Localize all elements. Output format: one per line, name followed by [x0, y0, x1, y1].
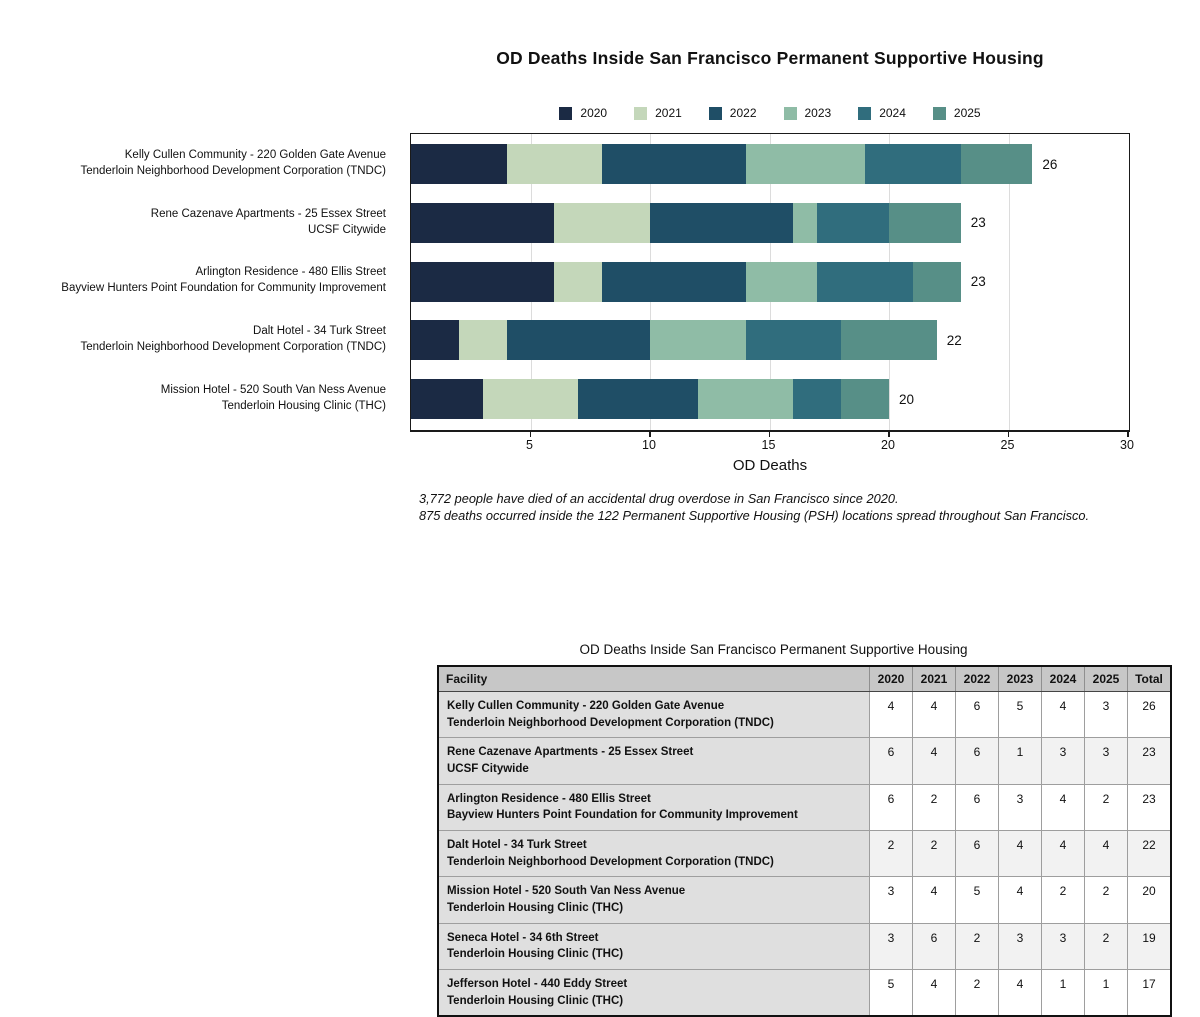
value-cell: 4: [913, 692, 956, 738]
facility-cell: [438, 784, 870, 830]
value-cell: 2: [913, 831, 956, 877]
value-cell: 2: [1085, 784, 1128, 830]
table-body: [438, 692, 1171, 1017]
value-cell: 1: [1042, 970, 1085, 1017]
value-cell: 6: [870, 738, 913, 784]
x-tick-label: 10: [642, 438, 656, 452]
x-tick-label: 20: [881, 438, 895, 452]
legend-label: 2021: [655, 106, 682, 120]
legend-swatch-icon: [858, 107, 871, 120]
bar-segment-2024: [865, 144, 961, 184]
stacked-bar: [411, 144, 1032, 184]
facility-cell: [438, 738, 870, 784]
value-cell: 2: [956, 970, 999, 1017]
bar-segment-2025: [913, 262, 961, 302]
value-cell: 2: [956, 923, 999, 969]
value-cell: 4: [1042, 692, 1085, 738]
legend-swatch-icon: [784, 107, 797, 120]
bar-segment-2024: [817, 203, 889, 243]
table-row: [438, 877, 1171, 923]
legend-item-2024: [858, 106, 906, 120]
value-cell: 4: [913, 970, 956, 1017]
facility-cell-line: Bayview Hunters Point Foundation for Community Improvement: [447, 809, 798, 822]
bar-row: [411, 252, 1129, 312]
bar-segment-2022: [602, 144, 745, 184]
table-title: OD Deaths Inside San Francisco Permanent Supportive Housing: [579, 642, 968, 657]
value-cell: 2: [913, 784, 956, 830]
table-header-cell: 2024: [1042, 666, 1085, 692]
value-cell: 3: [870, 877, 913, 923]
table-header-row: [438, 666, 1171, 692]
table-header: [438, 666, 1171, 692]
value-cell: 3: [1042, 923, 1085, 969]
chart-legend: [410, 106, 1130, 120]
stacked-bar: [411, 203, 961, 243]
y-axis-label-line: Mission Hotel - 520 South Van Ness Avenue: [160, 383, 386, 396]
bar-segment-2022: [578, 379, 698, 419]
x-tick-mark: [888, 432, 890, 437]
value-cell: 2: [1042, 877, 1085, 923]
facility-cell-line: Arlington Residence - 480 Ellis Street: [447, 792, 651, 805]
value-cell: 4: [870, 692, 913, 738]
x-axis-title: OD Deaths: [732, 457, 808, 474]
x-tick-label: 5: [526, 438, 533, 452]
legend-item-2023: [784, 106, 832, 120]
stacked-bar: [411, 379, 889, 419]
value-cell: 6: [870, 784, 913, 830]
facility-cell-line: Tenderloin Neighborhood Development Corporation (TNDC): [447, 855, 774, 868]
stacked-bar: [411, 262, 961, 302]
facility-cell-line: Seneca Hotel - 34 6th Street: [447, 931, 599, 944]
value-cell: 5: [870, 970, 913, 1017]
x-tick-label: 25: [1000, 438, 1015, 452]
x-tick-mark: [530, 432, 532, 437]
x-axis-ticks: [410, 432, 1134, 454]
value-cell: 6: [956, 784, 999, 830]
facility-cell-line: Tenderloin Housing Clinic (THC): [447, 902, 624, 915]
x-tick-label: 15: [761, 438, 776, 452]
value-cell: 5: [999, 692, 1042, 738]
x-tick-mark: [649, 432, 651, 437]
value-cell: 23: [1128, 784, 1172, 830]
y-axis-label: [0, 368, 398, 428]
facility-cell: [438, 692, 870, 738]
table-header-cell: 2023: [999, 666, 1042, 692]
value-cell: 2: [870, 831, 913, 877]
bar-segment-2024: [746, 320, 842, 360]
bar-segment-2022: [650, 203, 793, 243]
legend-swatch-icon: [559, 107, 572, 120]
y-axis-label-line: Tenderloin Neighborhood Development Corporation (TNDC): [80, 164, 386, 177]
bar-segment-2024: [793, 379, 841, 419]
y-axis-label: [0, 192, 398, 252]
legend-item-2022: [709, 106, 757, 120]
table-header-cell: 2022: [956, 666, 999, 692]
value-cell: 23: [1128, 738, 1172, 784]
value-cell: 6: [956, 692, 999, 738]
bar-segment-2020: [411, 320, 459, 360]
plot-area: [410, 133, 1130, 432]
facility-cell-line: Jefferson Hotel - 440 Eddy Street: [447, 978, 628, 991]
value-cell: 3: [1085, 692, 1128, 738]
bar-row: [411, 369, 1129, 429]
bar-segment-2024: [817, 262, 913, 302]
y-axis-labels: [0, 133, 398, 432]
bar-segment-2023: [746, 144, 866, 184]
y-axis-label-line: Dalt Hotel - 34 Turk Street: [253, 325, 386, 338]
legend-swatch-icon: [933, 107, 946, 120]
value-cell: 5: [956, 877, 999, 923]
y-axis-label: [0, 309, 398, 369]
bar-segment-2020: [411, 379, 483, 419]
facility-cell: [438, 831, 870, 877]
bar-row: [411, 134, 1129, 194]
value-cell: 20: [1128, 877, 1172, 923]
value-cell: 3: [999, 923, 1042, 969]
facility-cell: [438, 923, 870, 969]
value-cell: 4: [1042, 831, 1085, 877]
facility-cell-line: UCSF Citywide: [447, 763, 529, 776]
x-tick-mark: [1008, 432, 1010, 437]
y-axis-label-line: Tenderloin Housing Clinic (THC): [221, 400, 386, 413]
table-header-cell: 2025: [1085, 666, 1128, 692]
legend-item-2021: [634, 106, 682, 120]
facility-cell-line: Tenderloin Neighborhood Development Corporation (TNDC): [447, 716, 774, 729]
table-header-cell: Facility: [438, 666, 870, 692]
legend-swatch-icon: [709, 107, 722, 120]
y-axis-label: [0, 133, 398, 193]
facility-cell-line: Rene Cazenave Apartments - 25 Essex Street: [447, 746, 694, 759]
bar-segment-2021: [507, 144, 603, 184]
y-axis-label-line: Tenderloin Neighborhood Development Corporation (TNDC): [80, 341, 386, 354]
bar-total-label: 23: [970, 274, 986, 290]
x-tick-mark: [1127, 432, 1129, 437]
facility-table: [437, 665, 1172, 1017]
value-cell: 4: [1042, 784, 1085, 830]
bar-segment-2025: [889, 203, 961, 243]
legend-label: 2024: [879, 106, 906, 120]
y-axis-label-line: Bayview Hunters Point Foundation for Community Improvement: [61, 282, 386, 295]
value-cell: 2: [1085, 923, 1128, 969]
table-header-cell: 2021: [913, 666, 956, 692]
bar-segment-2023: [793, 203, 817, 243]
legend-swatch-icon: [634, 107, 647, 120]
x-tick-label: 30: [1120, 438, 1134, 452]
table-row: [438, 831, 1171, 877]
bar-total-label: 20: [899, 391, 915, 407]
value-cell: 3: [870, 923, 913, 969]
bar-row: [411, 193, 1129, 253]
legend-label: 2022: [729, 106, 757, 120]
value-cell: 6: [956, 831, 999, 877]
bar-segment-2025: [961, 144, 1033, 184]
bar-segment-2022: [507, 320, 650, 360]
bar-segment-2020: [411, 144, 507, 184]
value-cell: 4: [1085, 831, 1128, 877]
bar-total-label: 23: [970, 215, 986, 231]
legend-label: 2025: [953, 106, 981, 120]
value-cell: 1: [999, 738, 1042, 784]
y-axis-label-line: UCSF Citywide: [308, 223, 386, 236]
value-cell: 1: [1085, 970, 1128, 1017]
y-axis-label: [0, 251, 398, 311]
table-row: [438, 970, 1171, 1017]
value-cell: 4: [999, 877, 1042, 923]
table-row: [438, 738, 1171, 784]
value-cell: 3: [999, 784, 1042, 830]
value-cell: 19: [1128, 923, 1172, 969]
facility-cell-line: Kelly Cullen Community - 220 Golden Gate Avenue: [447, 700, 725, 712]
value-cell: 4: [913, 877, 956, 923]
bar-segment-2020: [411, 203, 554, 243]
bar-segment-2025: [841, 320, 937, 360]
table-header-cell: Total: [1128, 666, 1172, 692]
bar-total-label: 26: [1042, 156, 1058, 172]
legend-label: 2023: [804, 106, 832, 120]
caption-note: [419, 490, 1116, 524]
table-header-cell: 2020: [870, 666, 913, 692]
value-cell: 17: [1128, 970, 1172, 1017]
bar-segment-2021: [554, 203, 650, 243]
value-cell: 3: [1042, 738, 1085, 784]
value-cell: 4: [913, 738, 956, 784]
bar-segment-2023: [650, 320, 746, 360]
value-cell: 26: [1128, 692, 1172, 738]
bar-segment-2022: [602, 262, 745, 302]
bar-segment-2021: [554, 262, 602, 302]
caption-note-line: 875 deaths occurred inside the 122 Permanent Supportive Housing (PSH) locations spread throughout San Francisco.: [419, 508, 1090, 524]
bar-segment-2025: [841, 379, 889, 419]
legend-item-2020: [559, 106, 607, 120]
y-axis-label-line: Kelly Cullen Community - 220 Golden Gate Avenue: [124, 148, 386, 161]
y-axis-label-line: Arlington Residence - 480 Ellis Street: [195, 266, 386, 279]
value-cell: 3: [1085, 738, 1128, 784]
facility-cell-line: Tenderloin Housing Clinic (THC): [447, 948, 624, 961]
value-cell: 2: [1085, 877, 1128, 923]
table-row: [438, 692, 1171, 738]
table-row: [438, 923, 1171, 969]
bar-segment-2023: [746, 262, 818, 302]
bar-segment-2020: [411, 262, 554, 302]
bar-row: [411, 310, 1129, 370]
legend-label: 2020: [580, 106, 608, 120]
bar-total-label: 22: [946, 332, 962, 348]
bar-segment-2023: [698, 379, 794, 419]
facility-cell: [438, 877, 870, 923]
value-cell: 4: [999, 831, 1042, 877]
caption-note-line: 3,772 people have died of an accidental drug overdose in San Francisco since 2020.: [419, 491, 899, 506]
legend-item-2025: [933, 106, 981, 120]
x-tick-mark: [769, 432, 771, 437]
facility-cell-line: Tenderloin Housing Clinic (THC): [447, 994, 624, 1007]
facility-cell: [438, 970, 870, 1017]
bar-segment-2021: [459, 320, 507, 360]
facility-cell-line: Dalt Hotel - 34 Turk Street: [447, 839, 587, 852]
y-axis-label-line: Rene Cazenave Apartments - 25 Essex Street: [150, 207, 386, 220]
bar-segment-2021: [483, 379, 579, 419]
stacked-bar: [411, 320, 937, 360]
chart-title: OD Deaths Inside San Francisco Permanent Supportive Housing: [496, 48, 1044, 68]
facility-cell-line: Mission Hotel - 520 South Van Ness Avenue: [447, 885, 686, 898]
value-cell: 22: [1128, 831, 1172, 877]
table-row: [438, 784, 1171, 830]
value-cell: 6: [913, 923, 956, 969]
value-cell: 4: [999, 970, 1042, 1017]
value-cell: 6: [956, 738, 999, 784]
